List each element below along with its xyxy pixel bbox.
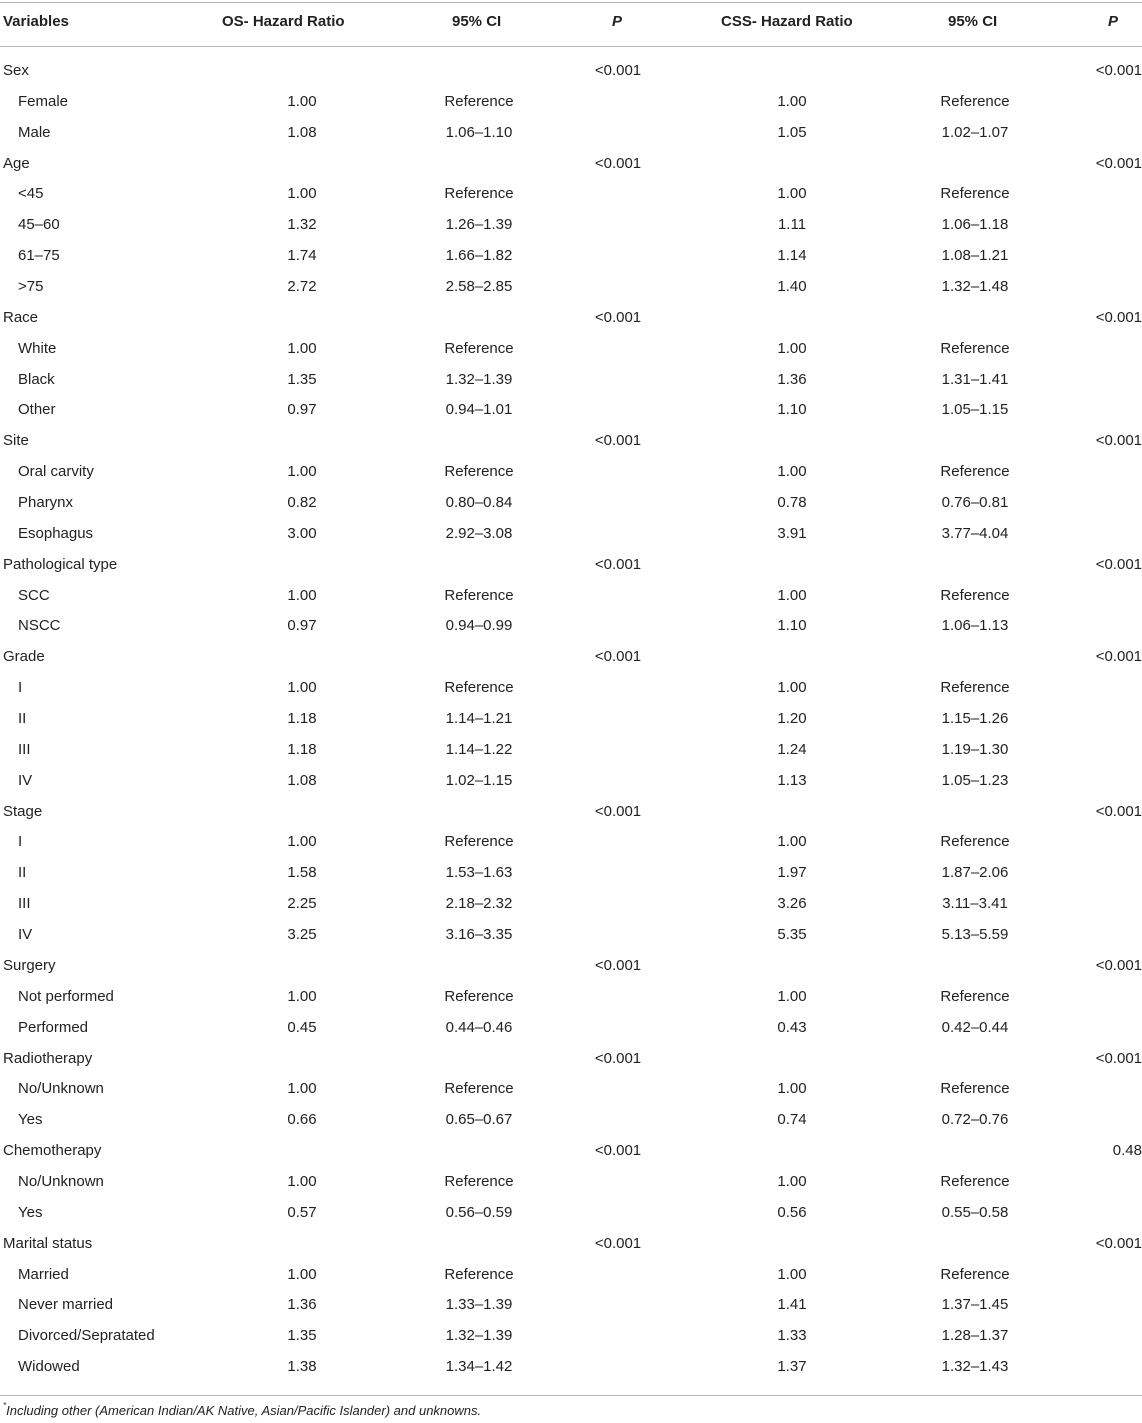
table-row	[0, 827, 1142, 858]
row-label: Widowed	[18, 1358, 80, 1376]
header-os-hazard-ratio: OS- Hazard Ratio	[222, 13, 345, 30]
row-label: Chemotherapy	[3, 1142, 102, 1160]
css-ci: 1.32–1.43	[941, 1358, 1009, 1376]
os-ci: 2.92–3.08	[445, 524, 513, 542]
css-ci: 1.31–1.41	[941, 370, 1009, 388]
css-hazard-ratio: 1.00	[777, 92, 807, 110]
row-label: Grade	[3, 648, 45, 666]
os-hazard-ratio: 1.08	[287, 123, 317, 141]
row-label: Pathological type	[3, 555, 118, 573]
css-ci: 1.87–2.06	[941, 864, 1009, 882]
css-hazard-ratio: 1.00	[777, 586, 807, 604]
os-hazard-ratio: 1.35	[287, 370, 317, 388]
css-ci: 3.77–4.04	[941, 524, 1009, 542]
css-ci: 0.76–0.81	[941, 494, 1009, 512]
row-label: Male	[18, 123, 51, 141]
os-ci: 1.53–1.63	[445, 864, 513, 882]
row-label: Other	[18, 401, 56, 419]
os-ci: Reference	[444, 679, 514, 697]
header-css-p: P	[1108, 13, 1119, 30]
css-hazard-ratio: 1.40	[777, 278, 807, 296]
row-label: III	[18, 740, 31, 758]
row-label: II	[18, 710, 27, 728]
css-hazard-ratio: 0.43	[777, 1018, 807, 1036]
table-body	[0, 56, 1142, 1383]
os-ci: 1.33–1.39	[445, 1296, 513, 1314]
row-label: Esophagus	[18, 524, 94, 542]
table-row	[0, 1013, 1142, 1044]
css-p-value: <0.001	[1095, 1049, 1142, 1067]
css-hazard-ratio: 3.91	[777, 524, 807, 542]
table-row	[0, 1290, 1142, 1321]
row-label: Yes	[18, 1203, 43, 1221]
table-row	[0, 365, 1142, 396]
css-hazard-ratio: 1.11	[777, 216, 807, 234]
table-row	[0, 272, 1142, 303]
css-p-value: <0.001	[1095, 555, 1142, 573]
table-group-row	[0, 149, 1142, 180]
os-ci: Reference	[444, 1172, 514, 1190]
css-p-value: <0.001	[1095, 648, 1142, 666]
table-row	[0, 1198, 1142, 1229]
css-p-value: <0.001	[1095, 956, 1142, 974]
table-row	[0, 210, 1142, 241]
row-label: Pharynx	[18, 494, 74, 512]
row-label: 61–75	[18, 247, 60, 265]
row-label: No/Unknown	[18, 1172, 104, 1190]
os-ci: 1.66–1.82	[445, 247, 513, 265]
os-p-value: <0.001	[594, 1049, 642, 1067]
css-ci: 1.32–1.48	[941, 278, 1009, 296]
css-ci: Reference	[940, 339, 1010, 357]
css-p-value: <0.001	[1095, 802, 1142, 820]
os-hazard-ratio: 0.97	[287, 401, 317, 419]
os-hazard-ratio: 1.00	[287, 586, 317, 604]
os-hazard-ratio: 0.66	[287, 1111, 317, 1129]
css-ci: 1.19–1.30	[941, 740, 1009, 758]
os-hazard-ratio: 1.00	[287, 92, 317, 110]
css-hazard-ratio: 1.24	[777, 740, 807, 758]
css-hazard-ratio: 0.56	[777, 1203, 807, 1221]
os-hazard-ratio: 1.18	[287, 710, 317, 728]
os-ci: 0.65–0.67	[445, 1111, 513, 1129]
table-row	[0, 1074, 1142, 1105]
table-footnote	[3, 1403, 481, 1418]
os-ci: Reference	[444, 1265, 514, 1283]
css-hazard-ratio: 1.00	[777, 833, 807, 851]
os-hazard-ratio: 1.74	[287, 247, 317, 265]
os-ci: 1.14–1.21	[445, 710, 513, 728]
os-ci: Reference	[444, 185, 514, 203]
os-p-value: <0.001	[594, 154, 642, 172]
os-ci: 1.32–1.39	[445, 370, 513, 388]
table-header-row	[0, 0, 1142, 46]
css-ci: 0.55–0.58	[941, 1203, 1009, 1221]
os-hazard-ratio: 1.35	[287, 1327, 317, 1345]
os-hazard-ratio: 1.18	[287, 740, 317, 758]
os-ci: 2.58–2.85	[445, 278, 513, 296]
table-group-row	[0, 642, 1142, 673]
os-hazard-ratio: 1.00	[287, 679, 317, 697]
css-ci: Reference	[940, 1265, 1010, 1283]
os-ci: Reference	[444, 1080, 514, 1098]
css-hazard-ratio: 1.41	[777, 1296, 807, 1314]
os-p-value: <0.001	[594, 802, 642, 820]
css-hazard-ratio: 5.35	[777, 926, 807, 944]
row-label: IV	[18, 926, 33, 944]
table-group-row	[0, 56, 1142, 87]
row-label: Age	[3, 154, 30, 172]
css-ci: Reference	[940, 833, 1010, 851]
row-label: >75	[18, 278, 44, 296]
os-hazard-ratio: 1.00	[287, 1265, 317, 1283]
os-p-value: <0.001	[594, 62, 642, 79]
os-ci: Reference	[444, 463, 514, 481]
row-label: Marital status	[3, 1234, 93, 1252]
css-ci: 1.15–1.26	[941, 710, 1009, 728]
header-css-hazard-ratio: CSS- Hazard Ratio	[721, 13, 853, 30]
css-hazard-ratio: 1.33	[777, 1327, 807, 1345]
css-hazard-ratio: 1.05	[777, 123, 807, 141]
os-ci: Reference	[444, 92, 514, 110]
css-hazard-ratio: 1.14	[777, 247, 807, 265]
os-p-value: <0.001	[594, 648, 642, 666]
os-hazard-ratio: 1.00	[287, 833, 317, 851]
css-p-value: <0.001	[1095, 154, 1142, 172]
table-group-row	[0, 550, 1142, 581]
css-ci: 1.28–1.37	[941, 1327, 1009, 1345]
css-hazard-ratio: 1.00	[777, 1172, 807, 1190]
table-group-row	[0, 1229, 1142, 1260]
css-hazard-ratio: 1.37	[777, 1358, 807, 1376]
os-p-value: <0.001	[594, 432, 642, 450]
table-group-row	[0, 1044, 1142, 1075]
table-group-row	[0, 1136, 1142, 1167]
table-row	[0, 241, 1142, 272]
table-header-rule	[0, 46, 1142, 47]
css-ci: Reference	[940, 987, 1010, 1005]
os-ci: 0.56–0.59	[445, 1203, 513, 1221]
os-hazard-ratio: 1.00	[287, 463, 317, 481]
os-ci: 3.16–3.35	[445, 926, 513, 944]
row-label: White	[18, 339, 57, 357]
css-p-value: 0.48	[1112, 1142, 1142, 1160]
os-hazard-ratio: 0.82	[287, 494, 317, 512]
css-ci: 1.05–1.15	[941, 401, 1009, 419]
table-row	[0, 766, 1142, 797]
os-hazard-ratio: 1.36	[287, 1296, 317, 1314]
table-row	[0, 488, 1142, 519]
css-ci: 1.08–1.21	[941, 247, 1009, 265]
css-ci: 1.02–1.07	[941, 123, 1009, 141]
os-hazard-ratio: 0.45	[287, 1018, 317, 1036]
os-ci: 1.26–1.39	[445, 216, 513, 234]
css-ci: 0.42–0.44	[941, 1018, 1009, 1036]
row-label: No/Unknown	[18, 1080, 104, 1098]
css-hazard-ratio: 1.00	[777, 1080, 807, 1098]
table-row	[0, 982, 1142, 1013]
os-p-value: <0.001	[594, 308, 642, 326]
row-label: SCC	[18, 586, 50, 604]
table-row	[0, 735, 1142, 766]
row-label: <45	[18, 185, 44, 203]
css-p-value: <0.001	[1095, 432, 1142, 450]
row-label: III	[18, 895, 31, 913]
os-ci: Reference	[444, 987, 514, 1005]
os-ci: 2.18–2.32	[445, 895, 513, 913]
os-p-value: <0.001	[594, 1234, 642, 1252]
row-label: Not performed	[18, 987, 114, 1005]
table-row	[0, 704, 1142, 735]
os-hazard-ratio: 2.72	[287, 278, 317, 296]
css-hazard-ratio: 1.10	[777, 617, 807, 635]
css-hazard-ratio: 1.00	[777, 987, 807, 1005]
row-label: Female	[18, 92, 69, 110]
row-label: I	[18, 679, 23, 697]
css-p-value: <0.001	[1095, 308, 1142, 326]
os-hazard-ratio: 1.00	[287, 185, 317, 203]
css-ci: Reference	[940, 92, 1010, 110]
css-hazard-ratio: 0.74	[777, 1111, 807, 1129]
table-row	[0, 889, 1142, 920]
os-ci: 0.94–0.99	[445, 617, 513, 635]
os-ci: Reference	[444, 339, 514, 357]
os-ci: 0.80–0.84	[445, 494, 513, 512]
os-hazard-ratio: 2.25	[287, 895, 317, 913]
table-row	[0, 519, 1142, 550]
css-ci: Reference	[940, 185, 1010, 203]
table-row	[0, 858, 1142, 889]
css-hazard-ratio: 1.13	[777, 771, 807, 789]
css-hazard-ratio: 1.00	[777, 679, 807, 697]
os-hazard-ratio: 1.58	[287, 864, 317, 882]
row-label: Race	[3, 308, 39, 326]
table-group-row	[0, 797, 1142, 828]
table-row	[0, 1321, 1142, 1352]
css-hazard-ratio: 3.26	[777, 895, 807, 913]
os-hazard-ratio: 1.00	[287, 987, 317, 1005]
os-hazard-ratio: 3.25	[287, 926, 317, 944]
row-label: 45–60	[18, 216, 60, 234]
row-label: II	[18, 864, 27, 882]
os-hazard-ratio: 1.00	[287, 1172, 317, 1190]
row-label: Oral carvity	[18, 463, 94, 481]
css-ci: 3.11–3.41	[942, 895, 1008, 913]
footnote-marker: *	[3, 1401, 7, 1410]
header-os-p: P	[612, 13, 623, 30]
os-p-value: <0.001	[594, 1142, 642, 1160]
table-row	[0, 1352, 1142, 1383]
os-ci: 1.32–1.39	[445, 1327, 513, 1345]
table-row	[0, 118, 1142, 149]
os-hazard-ratio: 1.00	[287, 1080, 317, 1098]
table-row	[0, 87, 1142, 118]
row-label: Site	[3, 432, 29, 450]
os-hazard-ratio: 3.00	[287, 524, 317, 542]
css-ci: 0.72–0.76	[941, 1111, 1009, 1129]
css-p-value: <0.001	[1095, 62, 1142, 79]
row-label: IV	[18, 771, 33, 789]
css-ci: 5.13–5.59	[941, 926, 1009, 944]
css-hazard-ratio: 1.36	[777, 370, 807, 388]
css-ci: Reference	[940, 1080, 1010, 1098]
css-hazard-ratio: 0.78	[777, 494, 807, 512]
os-ci: Reference	[444, 833, 514, 851]
row-label: Stage	[3, 802, 43, 820]
row-label: Sex	[3, 62, 29, 79]
os-ci: 1.14–1.22	[445, 740, 513, 758]
row-label: Surgery	[3, 956, 56, 974]
css-ci: 1.06–1.18	[941, 216, 1009, 234]
os-hazard-ratio: 1.38	[287, 1358, 317, 1376]
header-css-ci: 95% CI	[948, 13, 998, 30]
css-hazard-ratio: 1.20	[777, 710, 807, 728]
css-ci: Reference	[940, 586, 1010, 604]
os-hazard-ratio: 1.00	[287, 339, 317, 357]
table-row	[0, 179, 1142, 210]
row-label: NSCC	[18, 617, 61, 635]
row-label: Performed	[18, 1018, 89, 1036]
table-bottom-rule	[0, 1395, 1142, 1396]
table-row	[0, 920, 1142, 951]
header-variables: Variables	[3, 13, 69, 30]
os-ci: 1.02–1.15	[445, 771, 513, 789]
table-row	[0, 1105, 1142, 1136]
os-ci: 1.06–1.10	[445, 123, 513, 141]
row-label: Radiotherapy	[3, 1049, 93, 1067]
header-os-ci: 95% CI	[452, 13, 502, 30]
os-ci: 0.94–1.01	[445, 401, 513, 419]
table-row	[0, 581, 1142, 612]
css-hazard-ratio: 1.00	[777, 185, 807, 203]
footnote-text: Including other (American Indian/AK Native, Asian/Pacific Islander) and unknowns.	[6, 1403, 482, 1418]
os-ci: Reference	[444, 586, 514, 604]
table-group-row	[0, 951, 1142, 982]
css-ci: 1.06–1.13	[941, 617, 1009, 635]
table-row	[0, 673, 1142, 704]
css-ci: Reference	[940, 679, 1010, 697]
row-label: Black	[18, 370, 55, 388]
css-hazard-ratio: 1.10	[777, 401, 807, 419]
row-label: Never married	[18, 1296, 114, 1314]
table-row	[0, 1167, 1142, 1198]
table-row	[0, 1260, 1142, 1291]
os-hazard-ratio: 1.08	[287, 771, 317, 789]
os-p-value: <0.001	[594, 555, 642, 573]
row-label: I	[18, 833, 23, 851]
table-group-row	[0, 426, 1142, 457]
css-ci: Reference	[940, 1172, 1010, 1190]
css-ci: 1.05–1.23	[941, 771, 1009, 789]
table-row	[0, 334, 1142, 365]
css-hazard-ratio: 1.00	[777, 339, 807, 357]
table-row	[0, 611, 1142, 642]
css-hazard-ratio: 1.00	[777, 1265, 807, 1283]
os-p-value: <0.001	[594, 956, 642, 974]
table-group-row	[0, 303, 1142, 334]
os-ci: 0.44–0.46	[445, 1018, 513, 1036]
table-row	[0, 395, 1142, 426]
css-hazard-ratio: 1.97	[777, 864, 807, 882]
os-hazard-ratio: 0.97	[287, 617, 317, 635]
os-ci: 1.34–1.42	[445, 1358, 513, 1376]
css-ci: 1.37–1.45	[941, 1296, 1009, 1314]
os-hazard-ratio: 1.32	[287, 216, 317, 234]
row-label: Divorced/Sepratated	[18, 1327, 155, 1345]
css-p-value: <0.001	[1095, 1234, 1142, 1252]
row-label: Yes	[18, 1111, 43, 1129]
row-label: Married	[18, 1265, 69, 1283]
os-hazard-ratio: 0.57	[287, 1203, 317, 1221]
css-hazard-ratio: 1.00	[777, 463, 807, 481]
css-ci: Reference	[940, 463, 1010, 481]
table-row	[0, 457, 1142, 488]
